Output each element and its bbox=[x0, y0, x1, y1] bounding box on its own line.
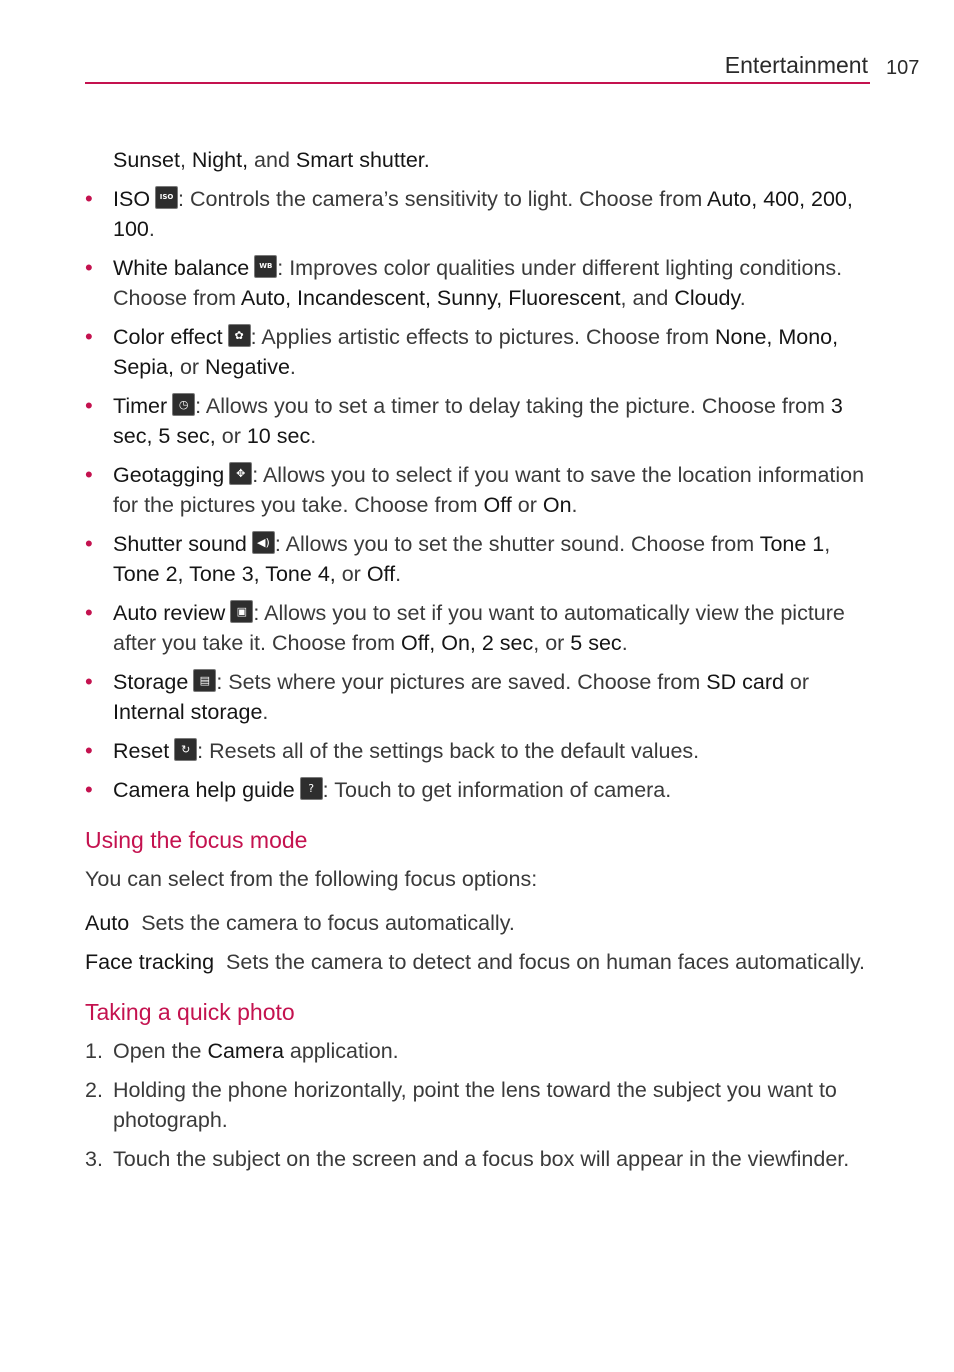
option-term: Internal storage bbox=[113, 700, 263, 724]
page-header bbox=[85, 50, 870, 84]
shutter-sound-icon bbox=[252, 531, 275, 554]
option-term: Auto, 400, 200, 100 bbox=[113, 187, 853, 241]
setting-label: Shutter sound bbox=[113, 532, 247, 556]
focus-option-name: Auto bbox=[85, 911, 130, 935]
camera-settings-list bbox=[85, 184, 875, 805]
option-term: None, Mono, Sepia, bbox=[113, 325, 839, 379]
option-term: 5 sec bbox=[570, 631, 622, 655]
intro-continuation bbox=[85, 145, 875, 175]
option-term: Negative bbox=[205, 355, 290, 379]
page-number: 107 bbox=[886, 57, 920, 79]
page-content bbox=[85, 145, 875, 1183]
intro-term: Smart shutter. bbox=[295, 148, 430, 172]
description-text: : Controls the camera’s sensitivity to light. Choose from bbox=[178, 187, 708, 211]
description-text: : Allows you to select if you want to save the location information for the pictures you take. Choose from bbox=[113, 463, 865, 517]
description-text: : Improves color qualities under different lighting conditions. Choose from bbox=[113, 256, 843, 310]
storage-icon bbox=[193, 669, 216, 692]
option-term: Cloudy bbox=[674, 286, 740, 310]
setting-label: Reset bbox=[113, 739, 170, 763]
step-item bbox=[85, 1144, 875, 1174]
description-text: or bbox=[511, 493, 543, 517]
option-term: SD card bbox=[706, 670, 784, 694]
icon-glyph: ◀) bbox=[256, 536, 270, 549]
focus-options bbox=[85, 908, 875, 977]
icon-glyph: ▤ bbox=[199, 674, 211, 687]
intro-text: , bbox=[179, 148, 192, 172]
help-icon bbox=[300, 777, 323, 800]
step-number: 2. bbox=[85, 1078, 103, 1102]
quick-photo-heading: Taking a quick photo bbox=[85, 999, 295, 1025]
description-text: . bbox=[395, 562, 402, 586]
step-text: Open the bbox=[113, 1039, 208, 1063]
intro-text: and bbox=[248, 148, 296, 172]
option-term: Tone 2, Tone 3, Tone 4, bbox=[113, 562, 336, 586]
description-text: or bbox=[335, 562, 367, 586]
icon-glyph: ✿ bbox=[234, 329, 244, 342]
description-text: , and bbox=[620, 286, 675, 310]
description-text: . bbox=[571, 493, 578, 517]
option-term: 10 sec bbox=[246, 424, 311, 448]
setting-item bbox=[85, 529, 875, 589]
setting-label: Storage bbox=[113, 670, 189, 694]
focus-intro: You can select from the following focus options: bbox=[85, 867, 538, 891]
setting-label: Geotagging bbox=[113, 463, 225, 487]
setting-label: Auto review bbox=[113, 601, 226, 625]
step-number: 1. bbox=[85, 1039, 103, 1063]
step-text: Holding the phone horizontally, point the lens toward the subject you want to photograph. bbox=[113, 1078, 837, 1132]
quick-photo-steps bbox=[85, 1036, 875, 1174]
setting-label: White balance bbox=[113, 256, 250, 280]
step-item bbox=[85, 1036, 875, 1066]
option-term: On bbox=[542, 493, 572, 517]
color-effect-icon bbox=[228, 324, 251, 347]
setting-item bbox=[85, 775, 875, 805]
description-text: . bbox=[262, 700, 269, 724]
icon-glyph: ↻ bbox=[181, 743, 191, 756]
focus-option bbox=[85, 947, 875, 977]
icon-glyph: WB bbox=[259, 262, 273, 270]
option-term: Off, On, 2 sec bbox=[401, 631, 534, 655]
description-text: . bbox=[310, 424, 317, 448]
focus-option-description: Sets the camera to focus automatically. bbox=[141, 911, 515, 935]
description-text: or bbox=[215, 424, 247, 448]
white-balance-icon bbox=[254, 255, 277, 278]
step-text: Touch the subject on the screen and a focus box will appear in the viewfinder. bbox=[113, 1147, 850, 1171]
geotagging-icon bbox=[229, 462, 252, 485]
description-text: or bbox=[173, 355, 206, 379]
description-text: or bbox=[783, 670, 810, 694]
setting-item bbox=[85, 391, 875, 451]
option-term: Off bbox=[483, 493, 512, 517]
setting-label: Timer bbox=[113, 394, 168, 418]
setting-item bbox=[85, 184, 875, 244]
option-term: Tone 1 bbox=[759, 532, 825, 556]
description-text: : Allows you to set a timer to delay taking the picture. Choose from bbox=[195, 394, 831, 418]
section-title: Entertainment bbox=[724, 52, 868, 78]
icon-glyph: ISO bbox=[159, 193, 174, 201]
description-text: : Touch to get information of camera. bbox=[322, 778, 672, 802]
setting-item bbox=[85, 598, 875, 658]
focus-option-description: Sets the camera to detect and focus on human faces automatically. bbox=[226, 950, 866, 974]
setting-item bbox=[85, 322, 875, 382]
option-term: Off bbox=[366, 562, 396, 586]
setting-item bbox=[85, 460, 875, 520]
step-number: 3. bbox=[85, 1147, 103, 1171]
setting-label: Camera help guide bbox=[113, 778, 295, 802]
icon-glyph: ◷ bbox=[178, 398, 189, 411]
setting-label: ISO bbox=[113, 187, 151, 211]
focus-option bbox=[85, 908, 875, 938]
focus-option-name: Face tracking bbox=[85, 950, 215, 974]
description-text: : Resets all of the settings back to the default values. bbox=[197, 739, 700, 763]
setting-item bbox=[85, 253, 875, 313]
intro-term: Sunset bbox=[113, 148, 180, 172]
reset-icon bbox=[174, 738, 197, 761]
timer-icon bbox=[172, 393, 195, 416]
description-text: . bbox=[739, 286, 746, 310]
icon-glyph: ? bbox=[308, 782, 315, 795]
option-term: 3 sec, 5 sec, bbox=[113, 394, 843, 448]
intro-term: Night, bbox=[191, 148, 249, 172]
setting-label: Color effect bbox=[113, 325, 223, 349]
description-text: , or bbox=[533, 631, 571, 655]
setting-item bbox=[85, 736, 875, 766]
description-text: : Sets where your pictures are saved. Choose from bbox=[216, 670, 707, 694]
description-text: . bbox=[148, 217, 155, 241]
focus-heading: Using the focus mode bbox=[85, 827, 308, 853]
description-text: : Applies artistic effects to pictures. Choose from bbox=[250, 325, 716, 349]
description-text: : Allows you to set if you want to automatically view the picture after you take it. Choose from bbox=[113, 601, 845, 655]
step-item bbox=[85, 1075, 875, 1135]
description-text: , bbox=[824, 532, 831, 556]
setting-item bbox=[85, 667, 875, 727]
auto-review-icon bbox=[230, 600, 253, 623]
description-text: : Allows you to set the shutter sound. Choose from bbox=[274, 532, 760, 556]
step-text: application. bbox=[283, 1039, 399, 1063]
step-term: Camera bbox=[207, 1039, 284, 1063]
option-term: Auto, Incandescent, Sunny, Fluorescent bbox=[240, 286, 621, 310]
description-text: . bbox=[289, 355, 296, 379]
description-text: . bbox=[621, 631, 628, 655]
iso-icon bbox=[155, 186, 178, 209]
icon-glyph: ▣ bbox=[236, 605, 248, 618]
icon-glyph: ✥ bbox=[236, 467, 246, 480]
